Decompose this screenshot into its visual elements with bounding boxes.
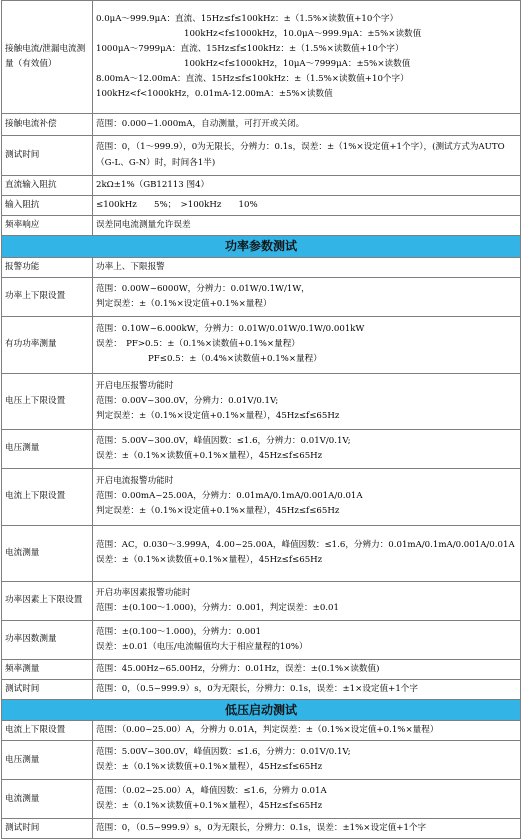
row-label: 直流输入阻抗: [2, 176, 93, 196]
row-frequency-response: [2, 216, 521, 236]
row-voltage-measurement: [2, 429, 521, 468]
value-line: 8.00mA～12.00mA：直流、15Hz≤f≤100kHz：±（1.5%×读数值+10个字）: [96, 74, 409, 85]
value-line: 误差：±（0.1%×读数值+0.1%×量程），45Hz≤f≤65Hz: [96, 762, 323, 773]
value-line: 误差：±（0.1%×读数值+0.1%×量程），45Hz≤f≤65Hz: [96, 555, 323, 566]
value-line: 范围：AC，0.030～3.999A，4.00~25.00A，峰值因数：≤1.6，分辨力：0.01mA/0.1mA/0.001A/0.01A: [96, 540, 515, 551]
section-header-power: [2, 236, 521, 258]
row-label: 频率响应: [2, 216, 93, 236]
row-dc-input-impedance: [2, 176, 521, 196]
row-value: 范围：0，（0.5~999.9）s，0为无限长，分辨力：0.1s，误差：±1×设定值+1个字: [93, 679, 521, 699]
row-value: [93, 468, 521, 525]
row-label: 测试时间: [2, 819, 93, 839]
row-current-limit: [2, 468, 521, 525]
spec-table: [1, 0, 521, 839]
value-line: 100kHz<f≤1000kHz，10μA～7999μA：±5%×读数值: [184, 59, 411, 69]
row-voltage-limit: [2, 373, 521, 429]
row-value: [93, 525, 521, 581]
value-line: 误差： PF>0.5：±（0.1%×读数值+0.1%×量程）: [96, 339, 300, 350]
value-line: 开启电流报警功能时: [96, 476, 174, 487]
row-label: 功率因数测量: [2, 620, 93, 659]
row-label: 电流上下限设置: [2, 721, 93, 741]
value-line: 100kHz<f<1000kHz，0.01mA-12.00mA：±5%×读数值: [96, 89, 333, 100]
row-pf-limit: [2, 581, 521, 620]
row-input-impedance: [2, 196, 521, 216]
value-line: 1000μA～7999μA：直流、15Hz≤f≤100kHz：±（1.5%×读数值+10个字）: [96, 43, 404, 54]
row-value: ≤100kHz 5%； >100kHz 10%: [93, 196, 521, 216]
value-line: 误差：±0.01（电压/电流幅值均大于相应量程的10%）: [96, 641, 308, 652]
row-label: 电压上下限设置: [2, 373, 93, 429]
value-line: 范围：5.00V~300.0V，峰值因数：≤1.6，分辨力：0.01V/0.1V;: [96, 435, 351, 446]
row-value: 功率上、下限报警: [93, 257, 521, 277]
row-label: 电流测量: [2, 525, 93, 581]
row-value: [93, 620, 521, 659]
value-line: 0.0μA～999.9μA：直流、15Hz≤f≤100kHz：±（1.5%×读数值+10个字）: [96, 13, 399, 24]
value-line: 判定误差：±（0.1%×设定值+0.1%×量程）: [96, 298, 272, 309]
row-value: 范围：0，（1～999.9），0为无限长，分辨力：0.1s，误差：±（1%×设定值+1个字），(测试方式为AUTO（G-L、G-N）时，时间各1半): [93, 136, 521, 176]
row-current-compensation: [2, 114, 521, 136]
value-line: PF≤0.5：±（0.4%×读数值+0.1%×量程）: [148, 354, 322, 365]
row-frequency-measurement: [2, 659, 521, 679]
row-value: 范围：（0.00~25.00）A，分辨力 0.01A，判定误差：±（0.1%×设定值+0.1%×量程）: [93, 721, 521, 741]
value-line: 开启功率因素报警功能时: [96, 587, 191, 598]
row-label: 输入阻抗: [2, 196, 93, 216]
section-title: 功率参数测试: [2, 236, 521, 258]
value-line: 误差：±（0.1%×读数值+0.1%×量程），45Hz≤f≤65Hz: [96, 450, 323, 461]
row-test-time: [2, 136, 521, 176]
row-label: 测试时间: [2, 679, 93, 699]
row-label: 功率上下限设置: [2, 277, 93, 316]
value-line: 范围：0.00mA~25.00A，分辨力：0.01mA/0.1mA/0.001A/0.01A: [96, 491, 363, 502]
row-label: 电流测量: [2, 780, 93, 819]
row-value: [93, 429, 521, 468]
value-line: 开启电压报警功能时: [96, 380, 174, 391]
value-line: 100kHz<f≤1000kHz，10.0μA～999.9μA：±5%×读数值: [184, 28, 422, 39]
value-line: 范围：5.00V~300.0V，峰值因数：≤1.6，分辨力：0.01V/0.1V;: [96, 747, 351, 758]
row-value: [93, 741, 521, 780]
row-label: 接触电流补偿: [2, 114, 93, 136]
row-label: 功率因素上下限设置: [2, 581, 93, 620]
row-lv-current-limit: [2, 721, 521, 741]
row-label: 频率测量: [2, 659, 93, 679]
row-value: [93, 277, 521, 316]
section-header-low-voltage: [2, 699, 521, 721]
row-value: 范围：45.00Hz~65.00Hz，分辨力：0.01Hz，误差：±(0.1%×读数值): [93, 659, 521, 679]
row-value: [93, 316, 521, 373]
row-value: 2kΩ±1%（GB12113 图4）: [93, 176, 521, 196]
row-leakage-current: [2, 1, 521, 114]
row-pf-measurement: [2, 620, 521, 659]
row-label: 电压测量: [2, 741, 93, 780]
row-label: 有功功率测量: [2, 316, 93, 373]
row-value: [93, 373, 521, 429]
row-alarm-function: [2, 257, 521, 277]
value-line: 范围：0.00V~300.0V，分辨力：0.01V/0.1V;: [96, 395, 279, 406]
row-value: [93, 780, 521, 819]
row-current-measurement: [2, 525, 521, 581]
value-line: 范围：（0.02~25.00）A，峰值因数：≤1.6，分辨力 0.01A: [96, 786, 327, 797]
section-title: 低压启动测试: [2, 699, 521, 721]
row-value: 范围：0，（0.5~999.9）s，0为无限长，分辨力：0.1s，误差：±1%×设定值+1个字: [93, 819, 521, 839]
value-line: 范围：±(0.100～1.000)，分辨力：0.001，判定误差：±0.01: [96, 602, 339, 613]
row-lv-current-measurement: [2, 780, 521, 819]
row-value: 范围：0.000~1.000mA，自动测量，可打开或关闭。: [93, 114, 521, 136]
row-label: 测试时间: [2, 136, 93, 176]
value-line: 范围：0.10W~6.000kW，分辨力：0.01W/0.01W/0.1W/0.001kW: [96, 324, 365, 335]
row-label: 电压测量: [2, 429, 93, 468]
row-power-limit: [2, 277, 521, 316]
value-line: 范围：0.00W~6000W，分辨力：0.01W/0.1W/1W，: [96, 283, 310, 294]
row-test-time: [2, 819, 521, 839]
row-label: 接触电流/泄漏电流测量（有效值）: [2, 1, 93, 114]
row-label: 电流上下限设置: [2, 468, 93, 525]
value-line: 判定误差：±（0.1%×设定值+0.1%×量程），45Hz≤f≤65Hz: [96, 410, 340, 421]
row-active-power: [2, 316, 521, 373]
value-line: 范围：±(0.100～1.000)，分辨力：0.001: [96, 626, 262, 637]
row-value: 误差同电流测量允许误差: [93, 216, 521, 236]
row-value: [93, 1, 521, 114]
row-label: 报警功能: [2, 257, 93, 277]
row-value: [93, 581, 521, 620]
value-line: 误差：±（0.1%×读数值+0.1%×量程），45Hz≤f≤65Hz: [96, 801, 323, 812]
row-test-time: [2, 679, 521, 699]
value-line: 判定误差：±（0.1%×设定值+0.1%×量程），45Hz≤f≤65Hz: [96, 506, 340, 517]
row-lv-voltage-measurement: [2, 741, 521, 780]
